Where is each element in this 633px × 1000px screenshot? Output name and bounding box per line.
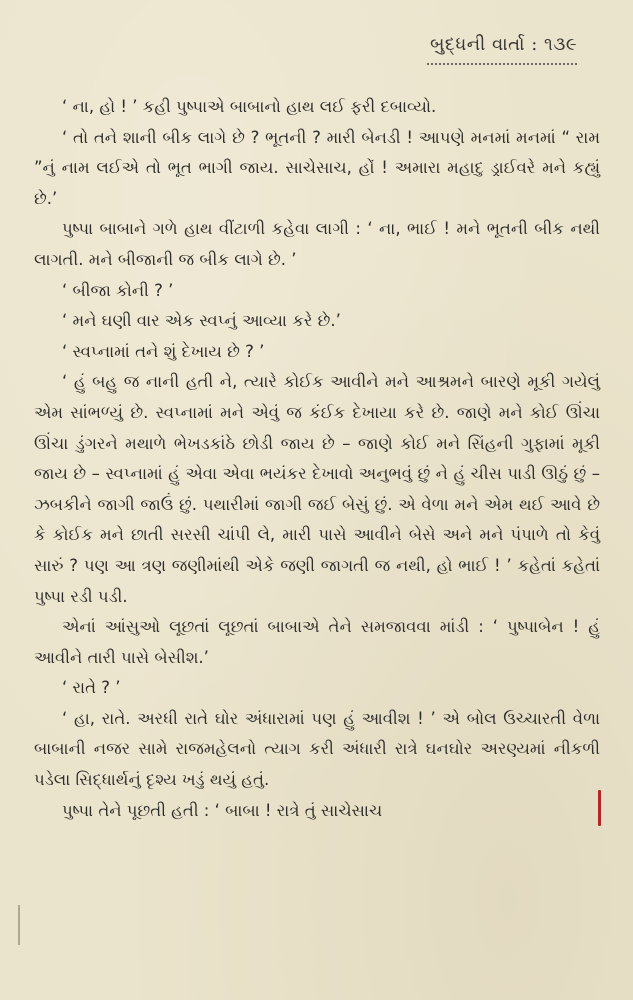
paragraph-8: એનાં આંસુઓ લૂછતાં લૂછતાં બાબાએ તેને સમજાવવા માંડી : ‘ પુષ્પાબેન ! હું આવીને તારી પાસે બેસીશ.’ bbox=[34, 617, 600, 667]
margin-bar bbox=[18, 905, 20, 945]
paragraph-4: ‘ બીજા કોની ? ’ bbox=[62, 280, 174, 300]
paragraph-7: ‘ હું બહુ જ નાની હતી ને, ત્યારે કોઈક આવીને મને આશ્રમને બારણે મૂકી ગયેલું એમ સાંભળ્યું છે. સ્વપ્નામાં મને એવું જ કંઈક દેખાયા કરે છે. જાણે મને કોઈ ઊંચા ઊંચા ડુંગરને મથાળે ભેખડકાંઠે છોડી જાય છે – જાણે કોઈ મને સિંહની ગુફામાં મૂકી જાય છે – સ્વપ્નામાં હું એવા એવા ભયંકર દેખાવો અનુભવું છું ને હું ચીસ પાડી ઊઠું છું – ઝબકીને જાગી જાઉં છું. પથારીમાં જાગી જઈ બેસું છું. એ વેળા મને એમ થઈ આવે છે કે કોઈક મને છાતી સરસી ચાંપી લે, મારી પાસે આવીને બેસે અને મને પંપાળે તો કેવું સારું ? પણ આ ત્રણ જણીમાંથી એકે જણી જાગતી જ નથી, હો ભાઈ ! ’ કહેતાં કહેતાં પુષ્પા રડી પડી. bbox=[34, 372, 600, 606]
running-head: બુદ્ધની વાર્તા : ૧૩૯ bbox=[429, 34, 577, 55]
paragraph-9: ‘ રાતે ? ’ bbox=[62, 678, 121, 698]
paragraph-3: પુષ્પા બાબાને ગળે હાથ વીંટાળી કહેવા લાગી : ‘ ના, ભાઈ ! મને ભૂતની બીક નથી લાગતી. મને બીજાની જ બીક લાગે છે. ’ bbox=[34, 219, 600, 269]
paragraph-5: ‘ મને ઘણી વાર એક સ્વપ્નું આવ્યા કરે છે.’ bbox=[62, 311, 341, 331]
paragraph-6: ‘ સ્વપ્નામાં તને શું દેખાય છે ? ’ bbox=[62, 341, 265, 361]
body-text bbox=[34, 92, 600, 826]
margin-pen-mark bbox=[598, 790, 601, 826]
paragraph-10: ‘ હા, રાતે. અરધી રાતે ઘોર અંધારામાં પણ હું આવીશ ! ’ એ બોલ ઉચ્ચારતી વેળા બાબાની નજર સામે રાજમહેલનો ત્યાગ કરી અંધારી રાત્રે ઘનઘોર અરણ્યમાં નીકળી પડેલા સિદ્ધાર્થનું દૃશ્ય ખડું થયું હતું. bbox=[34, 708, 600, 790]
paragraph-11: પુષ્પા તેને પૂછતી હતી : ‘ બાબા ! રાત્રે તું સાચેસાચ bbox=[62, 800, 383, 820]
page-header bbox=[427, 34, 577, 65]
header-rule bbox=[427, 57, 577, 65]
paragraph-2: ‘ તો તને શાની બીક લાગે છે ? ભૂતની ? મારી બેનડી ! આપણે મનમાં મનમાં “ રામ ”નું નામ લઈએ તો ભૂત ભાગી જાય. સાચેસાચ, હોં ! અમારા મહાદુ ડ્રાઈવરે મને કહ્યું છે.’ bbox=[34, 127, 600, 208]
paragraph-1: ‘ ના, હો ! ’ કહી પુષ્પાએ બાબાનો હાથ લઈ ફરી દબાવ્યો. bbox=[62, 97, 437, 116]
